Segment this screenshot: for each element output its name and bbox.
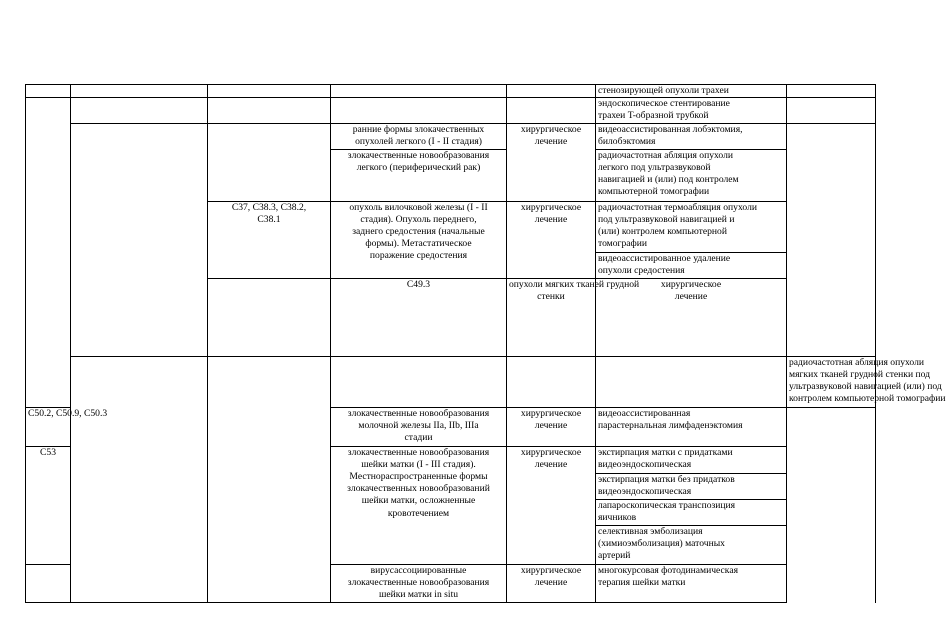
method-cell: радиочастотная абляция опухоли легкого под ультразвуковой навигацией и (или) под контролем компьютерной томографии [596, 149, 787, 201]
diagnosis-cell [331, 98, 507, 123]
diagnosis-cell [507, 356, 596, 407]
col-profile-cell [71, 85, 208, 98]
method-cell: стенозирующей опухоли трахеи [596, 85, 787, 98]
col-profile-cell [208, 278, 331, 356]
method-cell: эндоскопическое стентирование трахеи T-образной трубкой [596, 98, 787, 123]
code-cell [26, 564, 71, 602]
document-table [25, 84, 946, 603]
diagnosis-cell: опухоль вилочковой железы (I - II стадия). Опухоль переднего, заднего средостения (начальные формы). Метастатическое поражение средостения [331, 201, 507, 278]
col-num-cell [26, 85, 71, 98]
method-cell [596, 446, 787, 564]
table-row [26, 123, 876, 149]
treatment-cell: хирургическое лечение [507, 407, 596, 446]
diagnosis-cell: опухоли мягких тканей грудной стенки [507, 278, 596, 356]
code-cell [208, 98, 331, 123]
treatment-cell [596, 356, 787, 407]
treatment-cell [507, 85, 596, 98]
diagnosis-cell [331, 85, 507, 98]
method-subcell: радиочастотная термоабляция опухоли под ультразвуковой навигацией и (или) контролем компьютерной томографии [598, 201, 757, 250]
method-cell: видеоассистированная парастернальная лимфаденэктомия [596, 407, 787, 446]
code-cell: C37, C38.3, C38.2, C38.1 [208, 201, 331, 278]
treatment-cell: хирургическое лечение [507, 201, 596, 278]
code-cell [208, 123, 331, 201]
table-row [26, 356, 876, 407]
col-profile-cell [71, 98, 208, 123]
treatment-cell: хирургическое лечение [507, 123, 596, 201]
method-cell: видеоассистированная лобэктомия, билобэктомия [596, 123, 787, 149]
code-cell: C49.3 [331, 278, 507, 356]
treatment-cell: хирургическое лечение [507, 564, 596, 602]
code-cell [331, 356, 507, 407]
method-cell: многокурсовая фотодинамическая терапия шейки матки [596, 564, 787, 602]
code-cell: C50.2, C50.9, C50.3 [26, 407, 71, 446]
method-subcell: экстирпация матки с придатками видеоэндоскопическая [598, 446, 733, 470]
table-row [26, 85, 876, 98]
diagnosis-cell: ранние формы злокачественных опухолей легкого (I - II стадия) [331, 123, 507, 149]
col-profile-cell [71, 123, 208, 356]
col-num-cell [26, 98, 71, 407]
code-cell [208, 85, 331, 98]
method-subcell: селективная эмболизация (химиоэмболизация) маточных артерий [596, 525, 786, 563]
norm-cell [787, 85, 876, 98]
treatment-cell: хирургическое лечение [596, 278, 787, 356]
treatment-cell: хирургическое лечение [507, 446, 596, 564]
method-cell [596, 201, 787, 278]
method-subcell: лапароскопическая транспозиция яичников [596, 499, 786, 525]
diagnosis-cell: злокачественные новообразования шейки матки (I - III стадия). Местнораспространенные формы злокачественных новообразований шейки матки, осложненные кровотечением [331, 446, 507, 564]
table-row [26, 98, 876, 123]
diagnosis-cell: вирусассоциированные злокачественные новообразования шейки матки in situ [331, 564, 507, 602]
treatment-cell [507, 98, 596, 123]
col-profile-cell [208, 356, 331, 602]
method-subcell: экстирпация матки без придатков видеоэндоскопическая [596, 473, 786, 499]
method-subcell: видеоассистированное удаление опухоли средостения [596, 252, 786, 277]
code-cell: C53 [26, 446, 71, 564]
diagnosis-cell: злокачественные новообразования легкого (периферический рак) [331, 149, 507, 201]
norm-cell [787, 123, 876, 356]
diagnosis-cell: злокачественные новообразования молочной железы IIa, IIb, IIIa стадии [331, 407, 507, 446]
method-cell: радиочастотная абляция опухоли мягких тканей грудной стенки под ультразвуковой навигацией (или) под контролем компьютерной томографии [787, 356, 876, 407]
col-num-cell [71, 356, 208, 602]
norm-cell [787, 98, 876, 123]
